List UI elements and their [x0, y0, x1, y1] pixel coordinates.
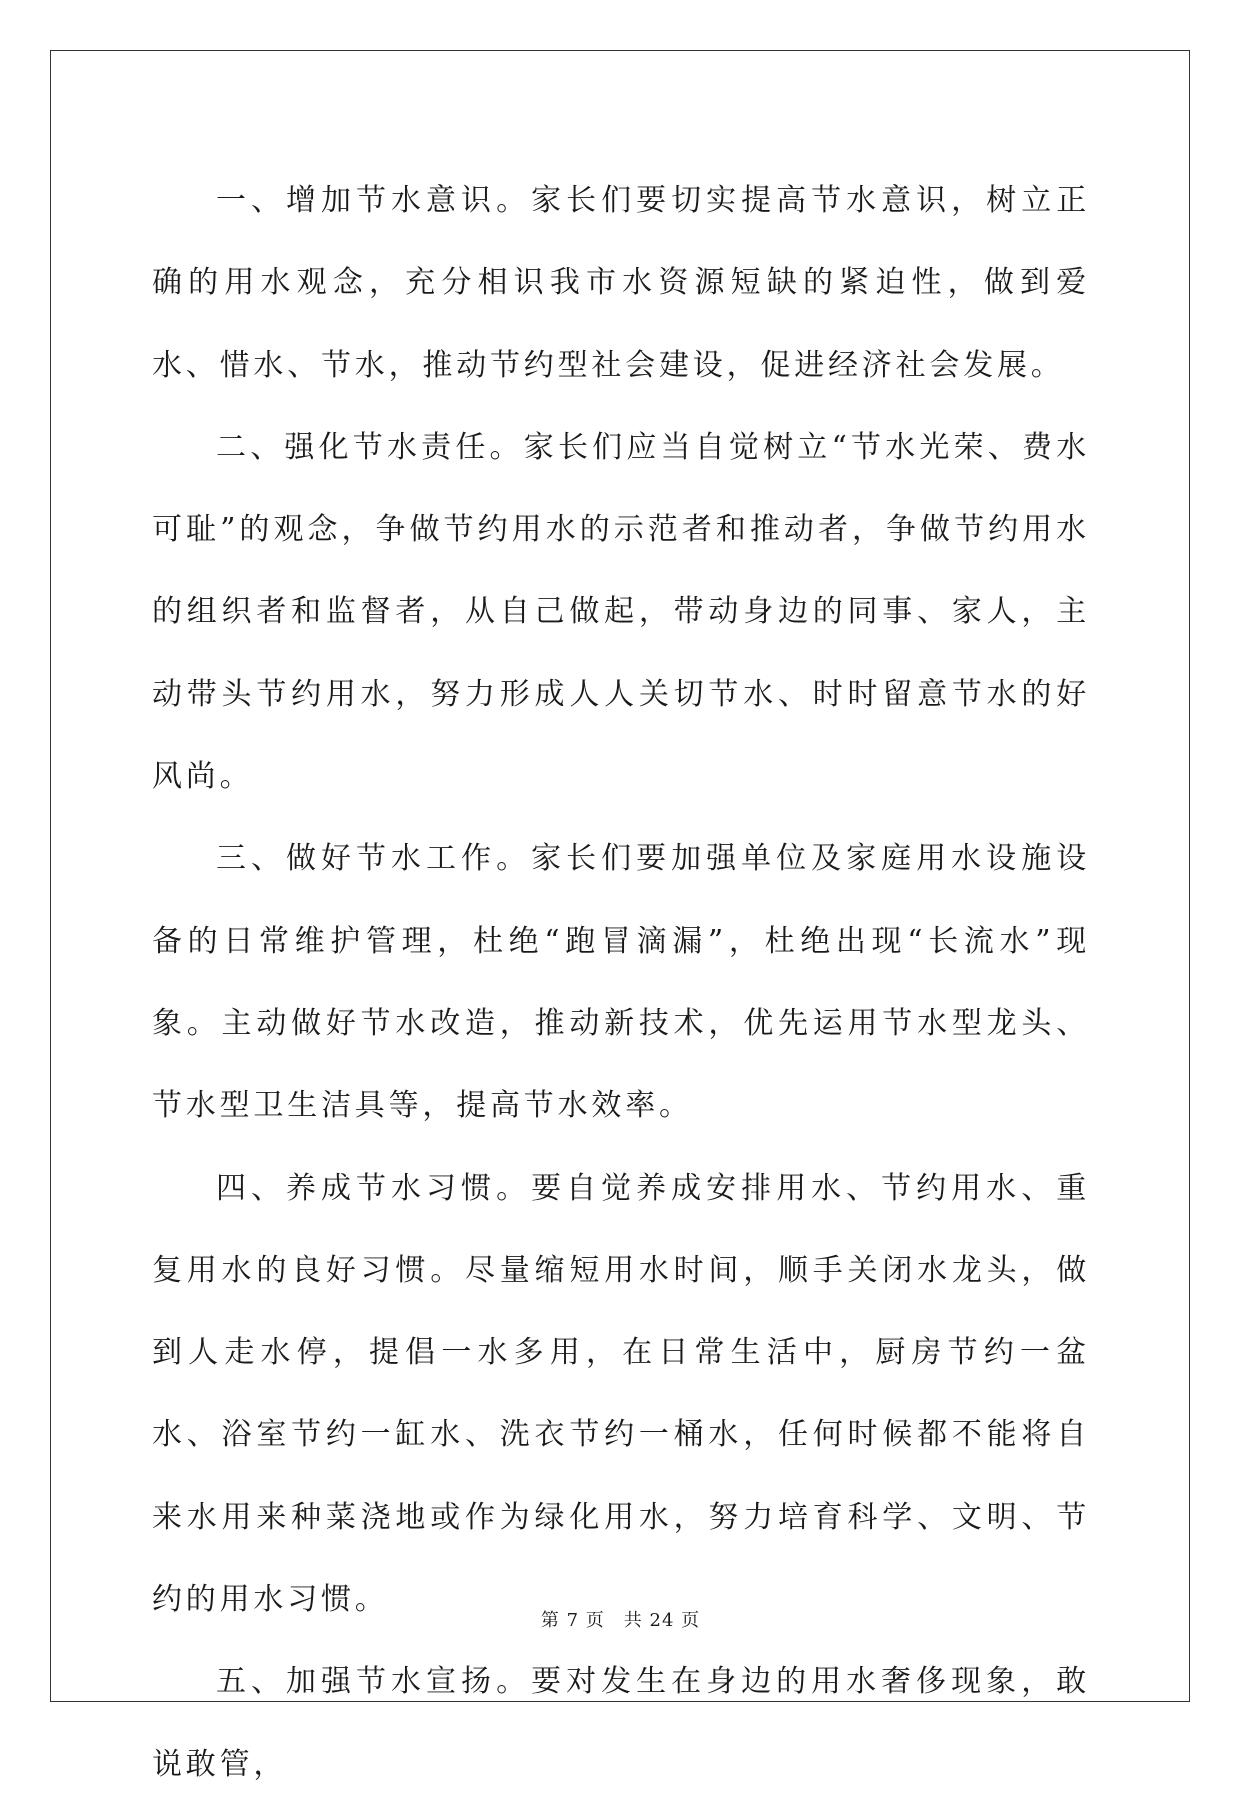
- document-body: [152, 160, 1090, 1806]
- paragraph-1: 一、增加节水意识。家长们要切实提高节水意识，树立正确的用水观念，充分相识我市水资源短缺的紧迫性，做到爱水、惜水、节水，推动节约型社会建设，促进经济社会发展。: [152, 183, 1090, 383]
- page-number-footer: 第 7 页 共 24 页: [540, 1610, 701, 1631]
- paragraph-3: 三、做好节水工作。家长们要加强单位及家庭用水设施设备的日常维护管理，杜绝“跑冒滴漏”，杜绝出现“长流水”现象。主动做好节水改造，推动新技术，优先运用节水型龙头、节水型卫生洁具等，提高节水效率。: [152, 841, 1090, 1124]
- paragraph-4: 四、养成节水习惯。要自觉养成安排用水、节约用水、重复用水的良好习惯。尽量缩短用水时间，顺手关闭水龙头，做到人走水停，提倡一水多用，在日常生活中，厨房节约一盆水、浴室节约一缸水、洗衣节约一桶水，任何时候都不能将自来水用来种菜浇地或作为绿化用水，努力培育科学、文明、节约的用水习惯。: [152, 1170, 1090, 1618]
- paragraph-2: 二、强化节水责任。家长们应当自觉树立“节水光荣、费水可耻”的观念，争做节约用水的示范者和推动者，争做节约用水的组织者和监督者，从自己做起，带动身边的同事、家人，主动带头节约用水，努力形成人人关切节水、时时留意节水的好风尚。: [152, 429, 1090, 795]
- paragraph-5: 五、加强节水宣扬。要对发生在身边的用水奢侈现象，敢说敢管，: [152, 1664, 1090, 1782]
